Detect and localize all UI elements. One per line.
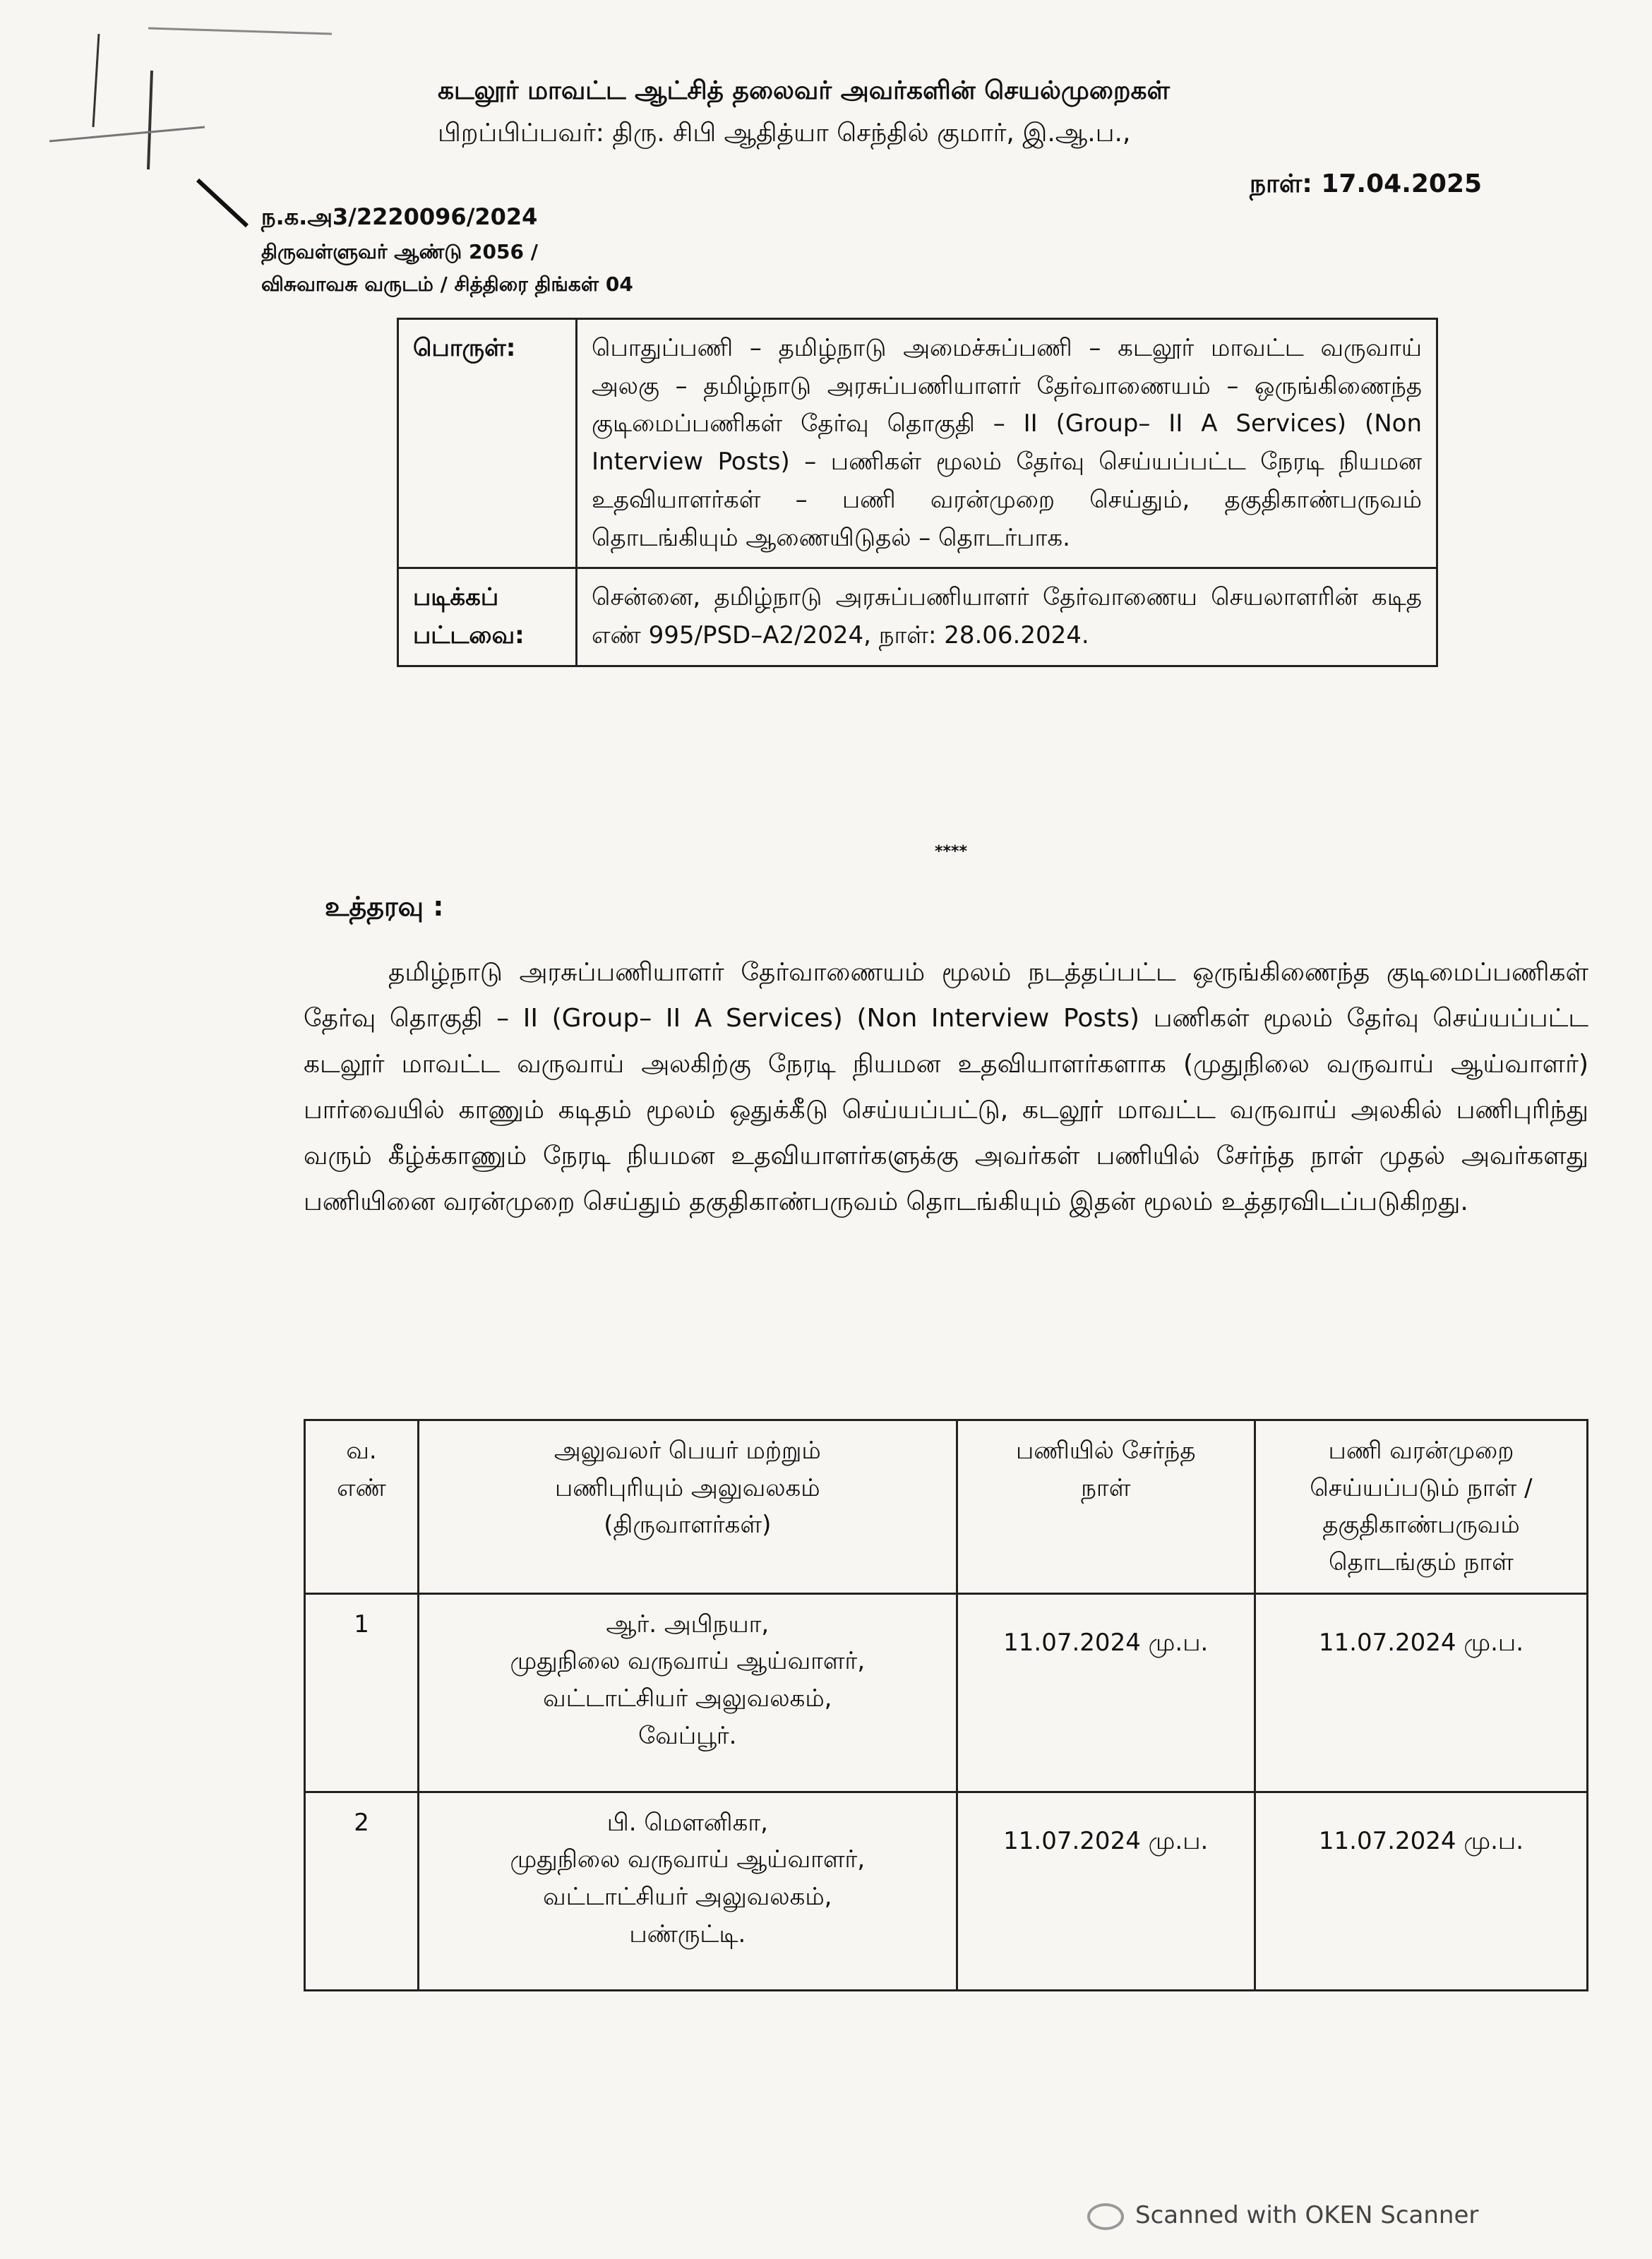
row-joined-date: 11.07.2024 மு.ப. [957,1792,1255,1990]
subject-row [398,319,1437,568]
subject-table [397,318,1438,667]
row-joined-date: 11.07.2024 மு.ப. [957,1593,1255,1792]
row-sno: 1 [305,1593,419,1792]
scanner-watermark [1087,2201,1478,2230]
scanner-text: Scanned with OKEN Scanner [1135,2201,1479,2229]
officer-office: வட்டாட்சியர் அலுவலகம், [543,1684,832,1713]
row-officer [419,1792,957,1990]
order-paragraph-text: தமிழ்நாடு அரசுப்பணியாளர் தேர்வாணையம் மூலம் நடத்தப்பட்ட ஒருங்கிணைந்த குடிமைப்பணிகள் தேர்வு தொகுதி – II (Group– II A Services) (Non Interview Posts) பணிகள் மூலம் தேர்வு செய்யப்பட்ட கடலூர் மாவட்ட வருவாய் அலகிற்கு நேரடி நியமன உதவியாளர்களாக (முதுநிலை வருவாய் ஆய்வாளர்) பார்வையில் காணும் கடிதம் மூலம் ஒதுக்கீடு செய்யப்பட்டு, கடலூர் மாவட்ட வருவாய் அலகில் பணிபுரிந்து வரும் கீழ்க்காணும் நேரடி நியமன உதவியாளர்களுக்கு அவர்கள் பணியில் சேர்ந்த நாள் முதல் அவர்களது பணியினை வரன்முறை செய்தும் தகுதிகாண்பருவம் தொடங்கியும் இதன் மூலம் உத்தரவிடப்படுகிறது. [304,958,1588,1216]
header-joined-line1: பணியில் சேர்ந்த [1015,1437,1196,1465]
scanner-logo-icon [1087,2203,1124,2230]
issuing-officer: பிறப்பிப்பவர்: திரு. சிபி ஆதித்யா செந்தில் குமார், இ.ஆ.ப., [438,119,1131,148]
reference-number: ந.க.அ3/2220096/2024 [261,203,538,230]
document-title: கடலூர் மாவட்ட ஆட்சித் தலைவர் அவர்களின் செயல்முறைகள் [438,76,1170,105]
officer-office: வட்டாட்சியர் அலுவலகம், [543,1883,832,1912]
reference-text: சென்னை, தமிழ்நாடு அரசுப்பணியாளர் தேர்வாணைய செயலாளரின் கடித எண் 995/PSD–A2/2024, நாள்: 28.06.2024. [577,568,1437,666]
table-row [305,1792,1588,1990]
header-sno [305,1420,419,1594]
order-paragraph [304,949,1588,1225]
header-regularised [1255,1420,1587,1594]
officer-name: பி. மௌனிகா, [606,1808,768,1837]
reference-label-line1: படிக்கப் [413,583,499,612]
header-regularised-line1: பணி வரன்முறை [1328,1437,1514,1465]
officer-place: வேப்பூர். [638,1721,737,1750]
header-joined-line2: நாள் [1081,1473,1131,1502]
officer-place: பண்ருட்டி. [629,1919,746,1948]
table-row [305,1593,1588,1792]
header-name-line3: (திருவாளர்கள்) [604,1511,772,1540]
header-joined [957,1420,1255,1594]
officer-designation: முதுநிலை வருவாய் ஆய்வாளர், [510,1647,866,1676]
row-sno: 2 [305,1792,419,1990]
header-regularised-line4: தொடங்கும் நாள் [1329,1548,1514,1577]
thiruvalluvar-year: திருவள்ளுவர் ஆண்டு 2056 / [261,240,538,263]
header-regularised-line3: தகுதிகாண்பருவம் [1322,1511,1520,1540]
officer-name: ஆர். அபிநயா, [606,1610,770,1638]
row-regularised-date: 11.07.2024 மு.ப. [1255,1792,1587,1990]
order-date: நாள்: 17.04.2025 [1250,169,1483,198]
reference-label-line2: பட்டவை: [413,621,525,650]
row-officer [419,1593,957,1792]
reference-label [398,568,577,666]
header-name-line2: பணிபுரியும் அலுவலகம் [555,1473,820,1502]
reference-row [398,568,1437,666]
order-title: உத்தரவு : [325,891,444,922]
header-name [419,1420,957,1594]
appointee-table [304,1419,1588,1991]
table-header-row [305,1420,1588,1594]
tamil-month-date: விசுவாவசு வருடம் / சித்திரை திங்கள் 04 [261,272,633,296]
separator: **** [935,843,968,861]
header-sno-line1: வ. [346,1437,377,1465]
header-regularised-line2: செய்யப்படும் நாள் / [1310,1473,1533,1502]
header-sno-line2: எண் [337,1473,386,1502]
subject-label: பொருள்: [398,319,577,568]
subject-text: பொதுப்பணி – தமிழ்நாடு அமைச்சுப்பணி – கடலூர் மாவட்ட வருவாய் அலகு – தமிழ்நாடு அரசுப்பணியாளர் தேர்வாணையம் – ஒருங்கிணைந்த குடிமைப்பணிகள் தேர்வு தொகுதி – II (Group– II A Services) (Non Interview Posts) – பணிகள் மூலம் தேர்வு செய்யப்பட்ட நேரடி நியமன உதவியாளர்கள் – பணி வரன்முறை செய்தும், தகுதிகாண்பருவம் தொடங்கியும் ஆணையிடுதல் – தொடர்பாக. [577,319,1437,568]
officer-designation: முதுநிலை வருவாய் ஆய்வாளர், [510,1845,866,1874]
header-name-line1: அலுவலர் பெயர் மற்றும் [553,1437,821,1465]
row-regularised-date: 11.07.2024 மு.ப. [1255,1593,1587,1792]
